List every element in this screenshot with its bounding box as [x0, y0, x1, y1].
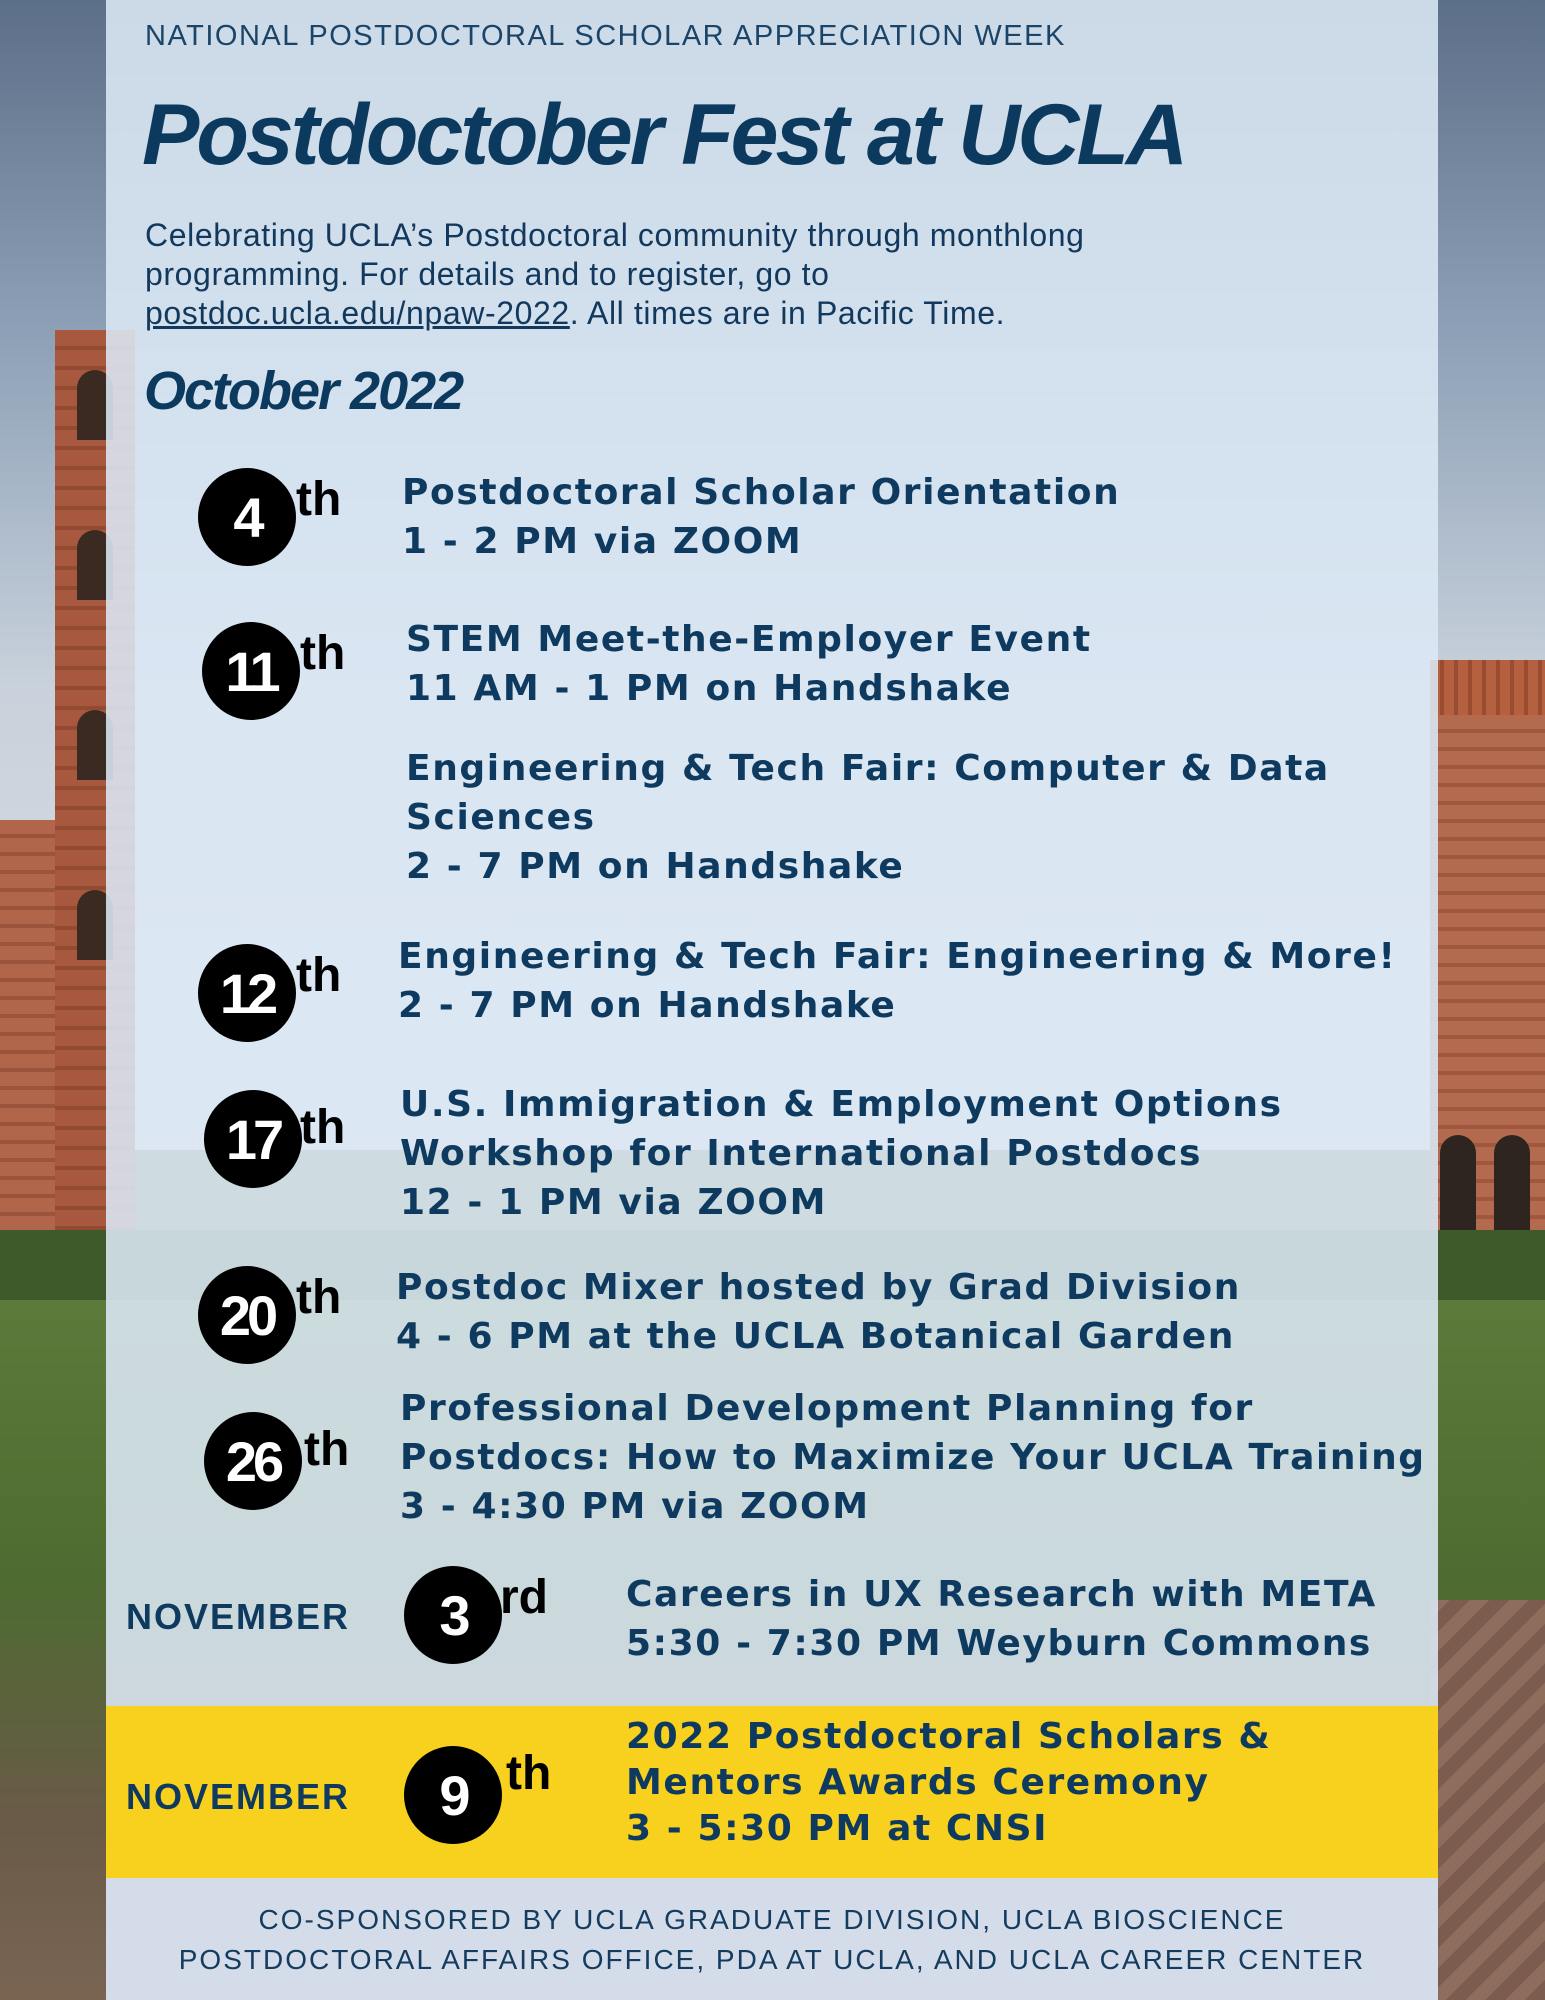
date-badge: 20 — [198, 1266, 296, 1364]
right-building — [1430, 715, 1545, 1275]
page-title: Postdoctober Fest at UCLA — [142, 87, 1186, 183]
month-label: NOVEMBER — [126, 1596, 351, 1637]
date-badge: 26 — [204, 1412, 302, 1510]
month-heading: October 2022 — [144, 361, 463, 421]
event-title: Engineering & Tech Fair: Computer & Data — [406, 748, 1330, 789]
date-suffix: th — [506, 1747, 552, 1800]
event-title-cont: Workshop for International Postdocs — [400, 1133, 1203, 1174]
event-title: Engineering & Tech Fair: Engineering & More! — [398, 936, 1397, 977]
date-suffix: th — [296, 949, 342, 1002]
event-item — [398, 932, 1397, 1030]
date-suffix: th — [304, 1423, 350, 1476]
date-suffix: rd — [500, 1571, 548, 1624]
event-title-cont: Sciences — [406, 797, 596, 838]
event-time: 2 - 7 PM on Handshake — [398, 985, 897, 1026]
event-time: 5:30 - 7:30 PM Weyburn Commons — [626, 1623, 1372, 1664]
event-title: Postdoctoral Scholar Orientation — [402, 472, 1121, 513]
intro-line-1: Celebrating UCLA’s Postdoctoral community through monthlong — [145, 217, 1085, 253]
event-time: 1 - 2 PM via ZOOM — [402, 521, 803, 562]
sponsor-line-2: POSTDOCTORAL AFFAIRS OFFICE, PDA AT UCLA, AND UCLA CAREER CENTER — [178, 1944, 1366, 1975]
event-item — [396, 1263, 1241, 1361]
right-roof — [1430, 660, 1545, 720]
event-item — [400, 1080, 1283, 1227]
register-link[interactable]: postdoc.ucla.edu/npaw-2022 — [145, 295, 570, 331]
event-item — [400, 1384, 1426, 1531]
event-title: U.S. Immigration & Employment Options — [400, 1084, 1283, 1125]
date-badge: 17 — [204, 1090, 302, 1188]
date-badge: 12 — [198, 944, 296, 1042]
date-badge: 11 — [202, 622, 300, 720]
sponsor-text — [106, 1900, 1438, 1980]
event-time: 4 - 6 PM at the UCLA Botanical Garden — [396, 1316, 1235, 1357]
event-time: 11 AM - 1 PM on Handshake — [406, 668, 1013, 709]
event-title: Careers in UX Research with META — [626, 1574, 1377, 1615]
event-item — [406, 615, 1092, 713]
date-badge: 9 — [404, 1746, 502, 1844]
intro-line-3-rest: . All times are in Pacific Time. — [569, 295, 1006, 331]
event-time: 3 - 4:30 PM via ZOOM — [400, 1486, 870, 1527]
date-suffix: th — [300, 627, 346, 680]
event-item — [402, 468, 1120, 566]
intro-line-3 — [145, 294, 1085, 333]
event-time: 3 - 5:30 PM at CNSI — [626, 1808, 1049, 1849]
event-title-cont: Mentors Awards Ceremony — [626, 1762, 1210, 1803]
event-item — [626, 1714, 1271, 1852]
event-time: 12 - 1 PM via ZOOM — [400, 1182, 827, 1223]
sponsor-line-1: CO-SPONSORED BY UCLA GRADUATE DIVISION, UCLA BIOSCIENCE — [258, 1904, 1286, 1935]
intro-text — [145, 216, 1085, 333]
event-item — [406, 744, 1330, 891]
kicker: NATIONAL POSTDOCTORAL SCHOLAR APPRECIATION WEEK — [145, 20, 1066, 52]
date-suffix: th — [296, 1271, 342, 1324]
intro-line-2: programming. For details and to register, go to — [145, 256, 830, 292]
event-title: 2022 Postdoctoral Scholars & — [626, 1716, 1272, 1757]
date-suffix: th — [296, 473, 342, 526]
event-title: Postdoc Mixer hosted by Grad Division — [396, 1267, 1241, 1308]
event-title: Professional Development Planning for — [400, 1388, 1254, 1429]
event-title-cont: Postdocs: How to Maximize Your UCLA Training — [400, 1437, 1426, 1478]
brick-path — [1430, 1600, 1545, 2000]
event-item — [626, 1570, 1377, 1668]
date-suffix: th — [300, 1101, 346, 1154]
event-time: 2 - 7 PM on Handshake — [406, 846, 905, 887]
month-label: NOVEMBER — [126, 1776, 351, 1817]
date-badge: 3 — [404, 1566, 502, 1664]
date-badge: 4 — [198, 468, 296, 566]
event-title: STEM Meet-the-Employer Event — [406, 619, 1092, 660]
